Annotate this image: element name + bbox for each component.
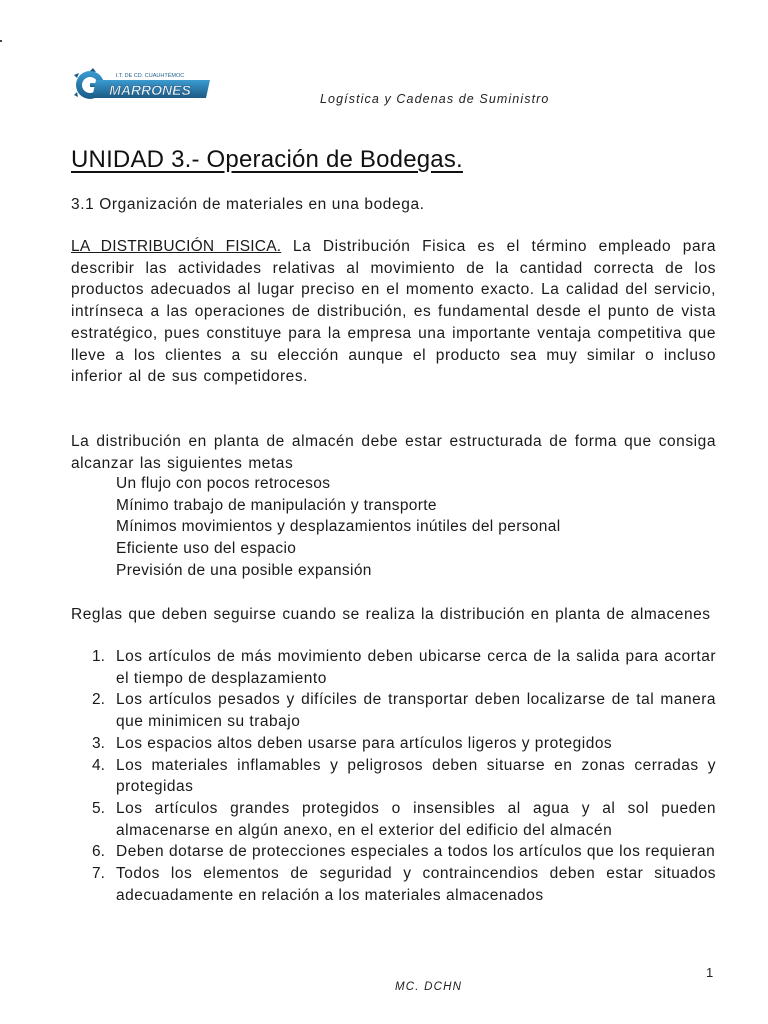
list-item-number: 2. xyxy=(92,691,105,709)
list-item-number: 1. xyxy=(92,648,105,665)
list-item xyxy=(71,841,716,863)
scan-mark xyxy=(0,40,2,42)
footer-author: MC. DCHN xyxy=(395,981,463,993)
list-item-text: Los materiales inflamables y peligrosos deben situarse en zonas cerradas y protegidas xyxy=(116,756,716,796)
paragraph-goals-intro: La distribución en planta de almacén debe estar estructurada de forma que consiga alcanzar las siguientes metas xyxy=(71,433,716,472)
list-item: Eficiente uso del espacio xyxy=(116,540,297,558)
list-item-number: 4. xyxy=(92,756,105,774)
goals-list xyxy=(116,473,561,582)
list-item-text: Los artículos de más movimiento deben ubicarse cerca de la salida para acortar el tiempo de desplazamiento xyxy=(116,648,716,687)
list-item: Un flujo con pocos retrocesos xyxy=(116,475,331,492)
paragraph-body: La Distribución Fisica es el término empleado para describir las actividades relativas al movimiento de la cantidad correcta de los productos adecuados al lugar preciso en el momento exacto. La calidad del servicio, intrínseca a las operaciones de distribución, es fundamental desde el punto de vista estratégico, pues constituye para la empresa una importante ventaja competitiva que lleve a los clientes a su elección aunque el producto sea muy similar o incluso inferior al de sus competidores. xyxy=(71,238,716,386)
header-title: Logística y Cadenas de Suministro xyxy=(320,92,550,106)
list-item-text: Los espacios altos deben usarse para artículos ligeros y protegidos xyxy=(116,734,613,752)
list-item xyxy=(71,798,716,841)
logo-tagline: I.T. DE CD. CUAUHTÉMOC xyxy=(115,73,185,79)
paragraph-distribution xyxy=(71,236,716,388)
list-item-number: 5. xyxy=(92,799,105,817)
list-item xyxy=(71,646,716,689)
list-item xyxy=(71,755,716,798)
institution-logo xyxy=(74,68,214,102)
list-item-number: 6. xyxy=(92,843,105,861)
paragraph-lead: LA DISTRIBUCIÓN FISICA. xyxy=(71,238,282,255)
list-item xyxy=(71,863,716,906)
list-item xyxy=(71,733,716,755)
logo-brand-text: MARRONES xyxy=(109,82,191,98)
list-item-text: Deben dotarse de protecciones especiales a todos los artículos que los requieran xyxy=(116,843,716,861)
paragraph-rules-intro: Reglas que deben seguirse cuando se realiza la distribución en planta de almacenes xyxy=(71,606,711,623)
list-item: Previsión de una posible expansión xyxy=(116,561,372,579)
section-heading: 3.1 Organización de materiales en una bodega. xyxy=(71,196,425,213)
rules-list xyxy=(71,646,716,906)
list-item: Mínimos movimientos y desplazamientos inútiles del personal xyxy=(116,518,561,536)
list-item-number: 7. xyxy=(92,865,105,883)
list-item-text: Los artículos pesados y difíciles de transportar deben localizarse de tal manera que minimicen su trabajo xyxy=(116,691,716,731)
list-item-number: 3. xyxy=(92,734,105,752)
page-title: UNIDAD 3.- Operación de Bodegas. xyxy=(71,146,463,173)
list-item xyxy=(71,689,716,732)
list-item-text: Todos los elementos de seguridad y contraincendios deben estar situados adecuadamente en relación a los materiales almacenados xyxy=(116,865,716,904)
list-item: Mínimo trabajo de manipulación y transporte xyxy=(116,496,437,514)
list-item-text: Los artículos grandes protegidos o insensibles al agua y al sol pueden almacenarse en algún anexo, en el exterior del edificio del almacén xyxy=(116,799,716,839)
page-number: 1 xyxy=(706,965,714,980)
